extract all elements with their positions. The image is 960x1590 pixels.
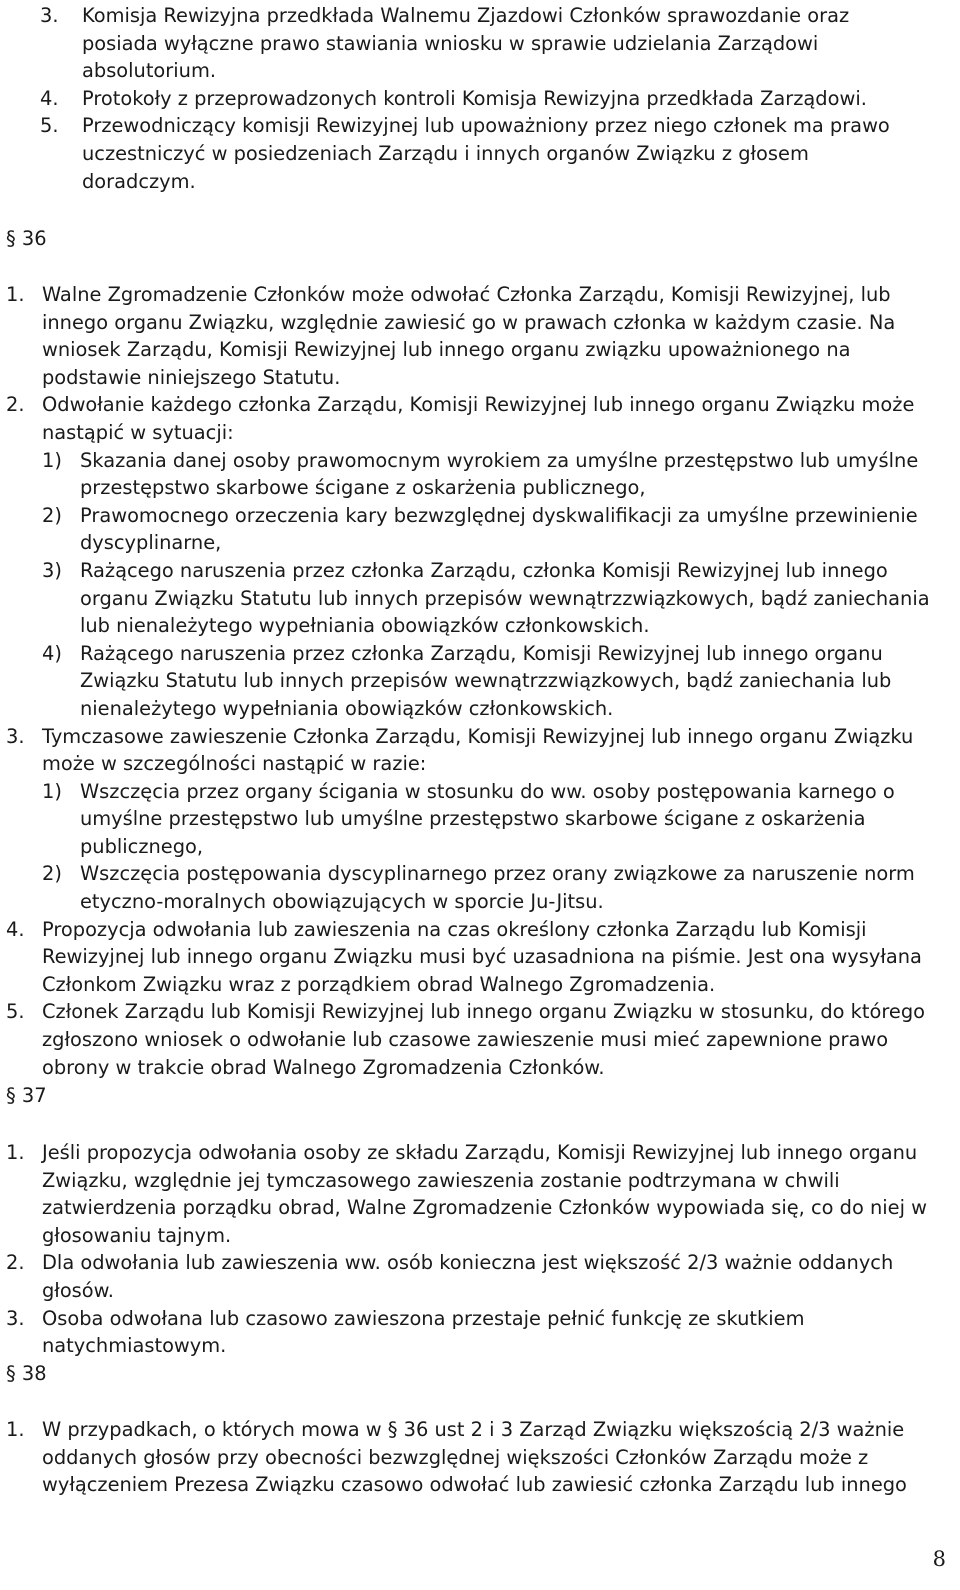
item-number: 1.	[6, 283, 25, 306]
item-number: 3.	[40, 4, 59, 27]
sub-list-item	[42, 447, 951, 502]
item-text: Komisja Rewizyjna przedkłada Walnemu Zjazdowi Członków sprawozdanie oraz posiada wyłączne prawo stawiania wniosku w sprawie udzielania Zarządowi absolutorium.	[82, 4, 850, 83]
item-number: 1.	[6, 1141, 25, 1164]
item-text: W przypadkach, o których mowa w § 36 ust 2 i 3 Zarząd Związku większością 2/3 ważnie oddanych głosów przy obecności bezwzględnej większości Członków Zarządu może z wyłączeniem Prezesa Związku czasowo odwołać lub zawiesić członka Zarządu lub innego	[42, 1418, 907, 1497]
sub-item-number: 2)	[42, 503, 62, 527]
list-item	[6, 1305, 951, 1360]
section-heading: § 38	[6, 1362, 47, 1385]
section-heading: § 36	[6, 227, 47, 250]
list-item	[6, 998, 951, 1081]
section-36-list	[6, 281, 951, 1081]
item-number: 3.	[6, 1306, 25, 1330]
list-item	[6, 1139, 951, 1249]
sub-item-number: 1)	[42, 779, 62, 803]
item-text: Przewodniczący komisji Rewizyjnej lub upoważniony przez niego członek ma prawo uczestniczyć w posiedzeniach Zarządu i innych organów Związku z głosem doradczym.	[82, 114, 890, 193]
list-item	[40, 85, 900, 113]
item-number: 4.	[40, 86, 59, 110]
item-number: 2.	[6, 393, 25, 417]
item-text: Dla odwołania lub zawieszenia ww. osób konieczna jest większość 2/3 ważnie oddanych głosów.	[42, 1251, 894, 1302]
item-text: Walne Zgromadzenie Członków może odwołać Członka Zarządu, Komisji Rewizyjnej, lub innego organu Związku, względnie zawiesić go w prawach członka w każdym czasie. Na wniosek Zarządu, Komisji Rewizyjnej lub innego organu związku upoważnionego na podstawie niniejszego Statutu.	[42, 283, 896, 389]
item-number: 5.	[6, 1000, 25, 1024]
sub-item-number: 3)	[42, 558, 62, 582]
sub-item-number: 4)	[42, 641, 62, 665]
item-text: Jeśli propozycja odwołania osoby ze składu Zarządu, Komisji Rewizyjnej lub innego organu Związku, względnie jej tymczasowego zawieszenia zostanie podtrzymana w chwili zatwierdzenia porządku obrad, Walne Zgromadzenie Członków wypowiada się, co do niej w głosowaniu tajnym.	[42, 1141, 927, 1247]
item-number: 2.	[6, 1251, 25, 1275]
list-item	[6, 916, 951, 999]
sub-item-number: 2)	[42, 862, 62, 886]
item-number: 4.	[6, 917, 25, 941]
item-text: Odwołanie każdego członka Zarządu, Komisji Rewizyjnej lub innego organu Związku może nastąpić w sytuacji:	[42, 393, 915, 444]
sub-list-item	[42, 860, 951, 915]
item-text: Protokoły z przeprowadzonych kontroli Komisja Rewizyjna przedkłada Zarządowi.	[82, 86, 867, 110]
sub-list-item	[42, 778, 951, 861]
list-item	[6, 1416, 951, 1499]
section-38-list	[6, 1416, 951, 1499]
list-item	[40, 112, 900, 195]
list-item	[6, 391, 951, 722]
list-item	[6, 1249, 951, 1304]
page-number: 8	[932, 1547, 946, 1571]
sub-item-text: Wszczęcia przez organy ścigania w stosunku do ww. osoby postępowania karnego o umyślne przestępstwo lub umyślne przestępstwo skarbowe ścigane z oskarżenia publicznego,	[80, 779, 895, 858]
sub-item-text: Wszczęcia postępowania dyscyplinarnego przez orany związkowe za naruszenie norm etyczno-moralnych obowiązujących w sporcie Ju-Jitsu.	[80, 862, 915, 914]
list-item	[40, 2, 900, 85]
item-number: 5.	[40, 114, 59, 138]
list-item	[6, 281, 951, 391]
item-number: 1.	[6, 1418, 25, 1441]
item-text: Tymczasowe zawieszenie Członka Zarządu, Komisji Rewizyjnej lub innego organu Związku może w szczególności nastąpić w razie:	[42, 724, 914, 776]
sub-item-text: Rażącego naruszenia przez członka Zarządu, członka Komisji Rewizyjnej lub innego organu Związku Statutu lub innych przepisów wewnątrzzwiązkowych, bądź zaniechania lub nienależytego wypełniania obowiązków członkowskich.	[80, 558, 930, 638]
sub-list-item	[42, 640, 951, 723]
sub-item-text: Prawomocnego orzeczenia kary bezwzględnej dyskwalifikacji za umyślne przewinienie dyscyplinarne,	[80, 503, 918, 555]
top-list	[40, 2, 900, 195]
item-text: Propozycja odwołania lub zawieszenia na czas określony członka Zarządu lub Komisji Rewizyjnej lub innego organu Związku musi być uzasadniona na piśmie. Jest ona wysyłana Członkom Związku wraz z porządkiem obrad Walnego Zgromadzenia.	[42, 917, 922, 996]
sub-item-text: Skazania danej osoby prawomocnym wyrokiem za umyślne przestępstwo lub umyślne przestępstwo skarbowe ścigane z oskarżenia publicznego,	[80, 448, 919, 500]
sub-item-number: 1)	[42, 448, 62, 472]
item-text: Członek Zarządu lub Komisji Rewizyjnej lub innego organu Związku w stosunku, do którego zgłoszono wniosek o odwołanie lub czasowe zawieszenie musi mieć zapewnione prawo obrony w trakcie obrad Walnego Zgromadzenia Członków.	[42, 1000, 926, 1079]
sub-list-item	[42, 502, 951, 557]
sub-list-item	[42, 557, 951, 640]
section-37-list	[6, 1139, 951, 1360]
list-item	[6, 723, 951, 916]
item-number: 3.	[6, 724, 25, 748]
item-text: Osoba odwołana lub czasowo zawieszona przestaje pełnić funkcję ze skutkiem natychmiastowym.	[42, 1306, 805, 1358]
section-heading: § 37	[6, 1084, 47, 1107]
sub-item-text: Rażącego naruszenia przez członka Zarządu, Komisji Rewizyjnej lub innego organu Związku Statutu lub innych przepisów wewnątrzzwiązkowych, bądź zaniechania lub nienależytego wypełniania obowiązków członkowskich.	[80, 641, 892, 720]
